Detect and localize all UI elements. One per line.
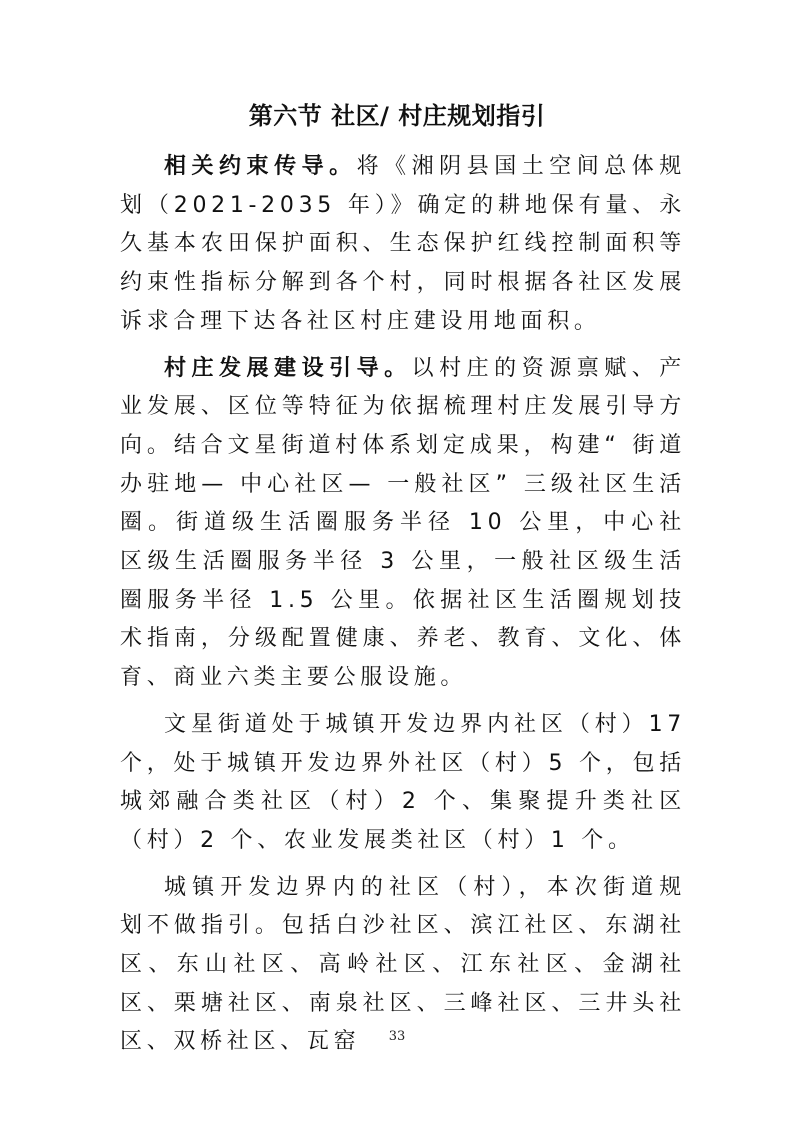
paragraph-text: 文星街道处于城镇开发边界内社区（村）17 个，处于城镇开发边界外社区（村）5 个，包括城郊融合类社区（村）2 个、集聚提升类社区（村）2 个、农业发展类社区（村）1 个。 — [120, 711, 686, 853]
paragraph-village-guidance — [120, 350, 686, 698]
body-text — [120, 148, 686, 1070]
paragraph-text: 以村庄的资源禀赋、产业发展、区位等特征为依据梳理村庄发展引导方向。结合文星街道村体系划定成果，构建“ 街道办驻地— 中心社区— 一般社区” 三级社区生活圈。街道级生活圈服务半径 10 公里，中心社区级生活圈服务半径 3 公里，一般社区级生活圈服务半径 1.5 公里。依据社区生活圈规划技术指南，分级配置健康、养老、教育、文化、体育、商业六类主要公服设施。 — [120, 355, 686, 691]
paragraph-lead: 相关约束传导。 — [164, 154, 357, 179]
paragraph-constraint-transfer — [120, 148, 686, 342]
paragraph-text: 城镇开发边界内的社区（村），本次街道规划不做指引。包括白沙社区、滨江社区、东湖社区、东山社区、高岭社区、江东社区、金湖社区、栗塘社区、南泉社区、三峰社区、三井头社区、双桥社区、瓦窑 — [120, 874, 686, 1055]
section-title: 第六节 社区/ 村庄规划指引 — [248, 102, 546, 130]
page-number: 33 — [388, 1029, 406, 1044]
paragraph-community-counts — [120, 706, 686, 861]
paragraph-text: 将《湘阴县国土空间总体规划（2021-2035 年）》确定的耕地保有量、永久基本农田保护面积、生态保护红线控制面积等约束性指标分解到各个村，同时根据各社区发展诉求合理下达各社区村庄建设用地面积。 — [120, 154, 687, 334]
paragraph-lead: 村庄发展建设引导。 — [164, 355, 412, 381]
